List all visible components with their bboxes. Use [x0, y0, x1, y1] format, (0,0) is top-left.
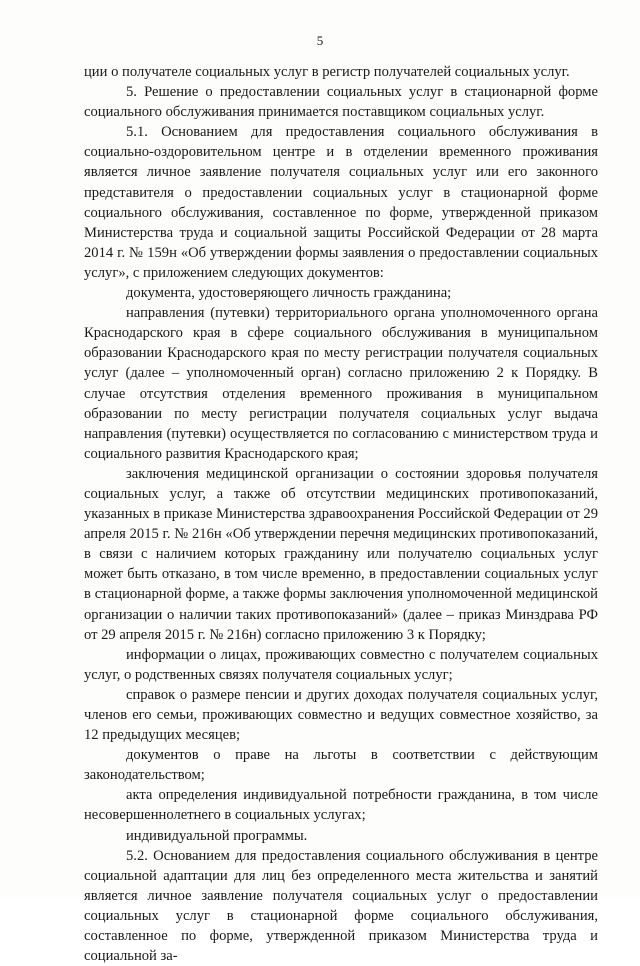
paragraph-list-item-needs-act: акта определения индивидуальной потребности гражданина, в том числе несовершеннолетнего в социальных услугах; [84, 787, 598, 824]
paragraph-list-item-referral: направления (путевки) территориального органа уполномоченного органа Краснодарского края в сфере социального обслуживания в муниципальном образовании Краснодарского края по месту регистрации получателя социальных услуг (далее – уполномоченный орган) согласно приложению 2 к Порядку. В случае отсутствия отделения временного проживания в муниципальном образовании по месту регистрации получателя социальных услуг выдача направления (путевки) осуществляется по согласованию с министерством труда и социального развития Краснодарского края; [84, 305, 598, 462]
paragraph-list-item-income: справок о размере пенсии и других доходах получателя социальных услуг, членов его семьи, проживающих совместно и ведущих совместное хозяйство, за 12 предыдущих месяцев; [84, 686, 598, 744]
paragraph-list-item-cohabitants: информации о лицах, проживающих совместно с получателем социальных услуг, о родственных связях получателя социальных услуг; [84, 646, 598, 683]
page-number: 5 [316, 33, 324, 48]
paragraph-continuation: ции о получателе социальных услуг в регистр получателей социальных услуг. [84, 64, 570, 80]
document-body [84, 62, 598, 966]
paragraph-clause-5: 5. Решение о предоставлении социальных услуг в стационарной форме социального обслуживания принимается поставщиком социальных услуг. [84, 84, 598, 121]
paragraph-list-item-identity: документа, удостоверяющего личность гражданина; [126, 285, 452, 302]
paragraph-clause-5-1: 5.1. Основанием для предоставления социального обслуживания в социально-оздоровительном центре и в отделении временного проживания является личное заявление получателя социальных услуг или его законного представителя о предоставлении социальных услуг в стационарной форме социального обслуживания, составленное по форме, утвержденной приказом Министерства труда и социальной защиты Российской Федерации от 28 марта 2014 г. № 159н «Об утверждении формы заявления о предоставлении социальных услуг», с приложением следующих документов: [84, 124, 598, 281]
paragraph-list-item-benefits: документов о праве на льготы в соответствии с действующим законодательством; [84, 747, 598, 784]
paragraph-list-item-medical: заключения медицинской организации о состоянии здоровья получателя социальных услуг, а также об отсутствии медицинских противопоказаний, указанных в приказе Министерства здравоохранения Российской Федерации от 29 апреля 2015 г. № 216н «Об утверждении перечня медицинских противопоказаний, в связи с наличием которых гражданину или получателю социальных услуг может быть отказано, в том числе временно, в предоставлении социальных услуг в стационарной форме, а также формы заключения уполномоченной медицинской организации о наличии таких противопоказаний» (далее – приказ Минздрава РФ от 29 апреля 2015 г. № 216н) согласно приложению 3 к Порядку; [84, 465, 598, 643]
paragraph-clause-5-2: 5.2. Основанием для предоставления социального обслуживания в центре социальной адаптации для лиц без определенного места жительства и занятий является личное заявление получателя социальных услуг о предоставлении социальных услуг в стационарной форме социального обслуживания, составленное по форме, утвержденной приказом Министерства труда и социальной за- [84, 847, 598, 965]
paragraph-list-item-program: индивидуальной программы. [126, 827, 308, 844]
